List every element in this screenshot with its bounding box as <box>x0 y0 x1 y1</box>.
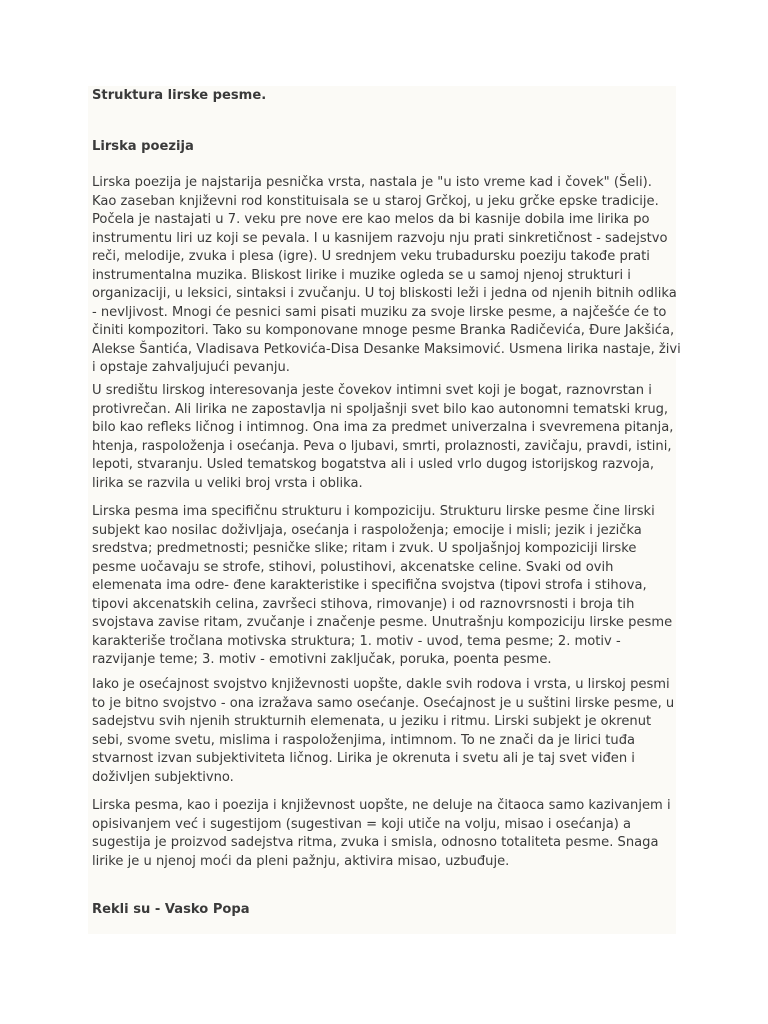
paragraph-line: svojstava zavise ritam, zvučanje i značenje pesme. Unutrašnju kompoziciju lirske pesme <box>92 615 673 630</box>
paragraph-line: karakteriše tročlana motivska struktura; 1. motiv - uvod, tema pesme; 2. motiv - <box>92 633 621 649</box>
paragraph-line: reči, melodije, zvuka i plesa (igre). U srednjem veku trubadursku poeziju takođe prati <box>92 249 650 264</box>
document-page <box>88 86 681 934</box>
paragraph-line: Kao zaseban književni rod konstituisala se u staroj Grčkoj, u jeku grčke epske tradicije. <box>92 193 659 209</box>
paragraph-line: Iako je osećajnost svojstvo književnosti uopšte, dakle svih rodova i vrsta, u lirskoj pesmi <box>92 677 670 692</box>
paragraph-line: bilo kao refleks ličnog i intimnog. Ona ima za predmet univerzalna i svevremena pitanja, <box>92 420 674 435</box>
paragraph-4 <box>92 676 676 787</box>
section-heading: Lirska poezija <box>92 139 194 154</box>
paragraph-line: lepoti, stvaranju. Usled tematskog bogatstva ali i usled vrlo dugog istorijskog razvoja, <box>92 457 655 472</box>
paragraph-line: sredstva; predmetnosti; pesničke slike; ritam i zvuk. U spoljašnjoj kompoziciji lirske <box>92 541 637 556</box>
paragraph-line: tipovi akcenatskih celina, završeci stihova, rimovanje) i od raznovrsnosti i broja tih <box>92 596 635 612</box>
paragraph-line: lirika se razvila u veliki broj vrsta i oblika. <box>92 475 363 491</box>
paragraph-line: razvijanje teme; 3. motiv - emotivni zaključak, poruka, poenta pesme. <box>92 652 552 667</box>
paragraph-line: elemenata ima odre- đene karakteristike i specifična svojstva (tipovi strofa i stihova, <box>92 578 647 593</box>
paragraph-line: Lirska pesma ima specifičnu strukturu i kompoziciju. Strukturu lirske pesme čine lirski <box>92 504 655 519</box>
paragraph-line: sadejstvu svih njenih strukturnih elemenata, u jeziku i ritmu. Lirski subjekt je okrenut <box>92 714 652 729</box>
paragraph-line: pesme uočavaju se strofe, stihovi, polustihovi, akcenatske celine. Svaki od ovih <box>92 559 614 575</box>
paragraph-line: lirike je u njenoj moći da pleni pažnju, aktivira misao, uzbuđuje. <box>92 853 510 869</box>
footer-heading: Rekli su - Vasko Popa <box>92 902 250 917</box>
paragraph-2 <box>92 382 676 493</box>
paragraph-line: to je bitno svojstvo - ona izražava samo osećanje. Osećajnost je u suštini lirske pesme, u <box>92 695 675 711</box>
paragraph-line: stvarnost izvan subjektiviteta ličnog. Lirika je okrenuta i svetu ali je taj svet viđen i <box>92 751 635 766</box>
paragraph-line: Alekse Šantića, Vladisava Petkovića-Disa Desanke Maksimović. Usmena lirika nastaje, živi <box>92 341 681 357</box>
paragraph-line: instrumentu liri uz koji se pevala. I u kasnijem razvoju nju prati sinkretičnost - sadejstvo <box>92 230 668 246</box>
paragraph-line: protivrečan. Ali lirika ne zapostavlja ni spoljašnji svet bilo kao autonomni tematski krug, <box>92 401 669 417</box>
paragraph-line: htenja, raspoloženja i osećanja. Peva o ljubavi, smrti, prolaznosti, zavičaju, pravdi, istini, <box>92 438 672 454</box>
paragraph-line: činiti kompozitori. Tako su komponovane mnoge pesme Branka Radičevića, Đure Jakšića, <box>92 323 675 338</box>
paragraph-line: U središtu lirskog interesovanja jeste čovekov intimni svet koji je bogat, raznovrstan i <box>92 383 652 398</box>
paragraph-line: Lirska poezija je najstarija pesnička vrsta, nastala je "u isto vreme kad i čovek" (Šeli). <box>92 175 652 190</box>
paragraph-line: organizaciji, u leksici, sintaksi i zvučanju. U toj bliskosti leži i jedna od njenih bitnih odlika <box>92 286 677 301</box>
paragraph-line: subjekt kao nosilac doživljaja, osećanja i raspoloženja; emocije i misli; jezik i jezička <box>92 522 642 538</box>
document-title: Struktura lirske pesme. <box>92 88 267 103</box>
paragraph-line: sugestija je proizvod sadejstva ritma, zvuka i smisla, odnosno totaliteta pesme. Snaga <box>92 835 659 850</box>
paragraph-line: Lirska pesma, kao i poezija i književnost uopšte, ne deluje na čitaoca samo kazivanjem i <box>92 798 671 813</box>
paragraph-line: i opstaje zahvaljujući pevanju. <box>92 360 290 375</box>
paragraph-1 <box>92 174 681 378</box>
paragraph-5 <box>92 797 676 871</box>
paragraph-line: sebi, svome svetu, mislima i raspoloženjima, intimnom. To ne znači da je lirici tuđa <box>92 732 636 748</box>
paragraph-line: Počela je nastajati u 7. veku pre nove ere kao melos da bi kasnije dobila ime lirika po <box>92 212 650 227</box>
paragraph-line: - nevljivost. Mnogi će pesnici sami pisati muziku za svoje lirske pesme, a najčešće će to <box>92 304 667 320</box>
paragraph-3 <box>92 503 676 670</box>
paragraph-line: doživljen subjektivno. <box>92 769 234 785</box>
paragraph-line: opisivanjem već i sugestijom (sugestivan = koji utiče na volju, misao i osećanja) a <box>92 816 632 832</box>
paragraph-line: instrumentalna muzika. Bliskost lirike i muzike ogleda se u samoj njenoj strukturi i <box>92 267 631 283</box>
